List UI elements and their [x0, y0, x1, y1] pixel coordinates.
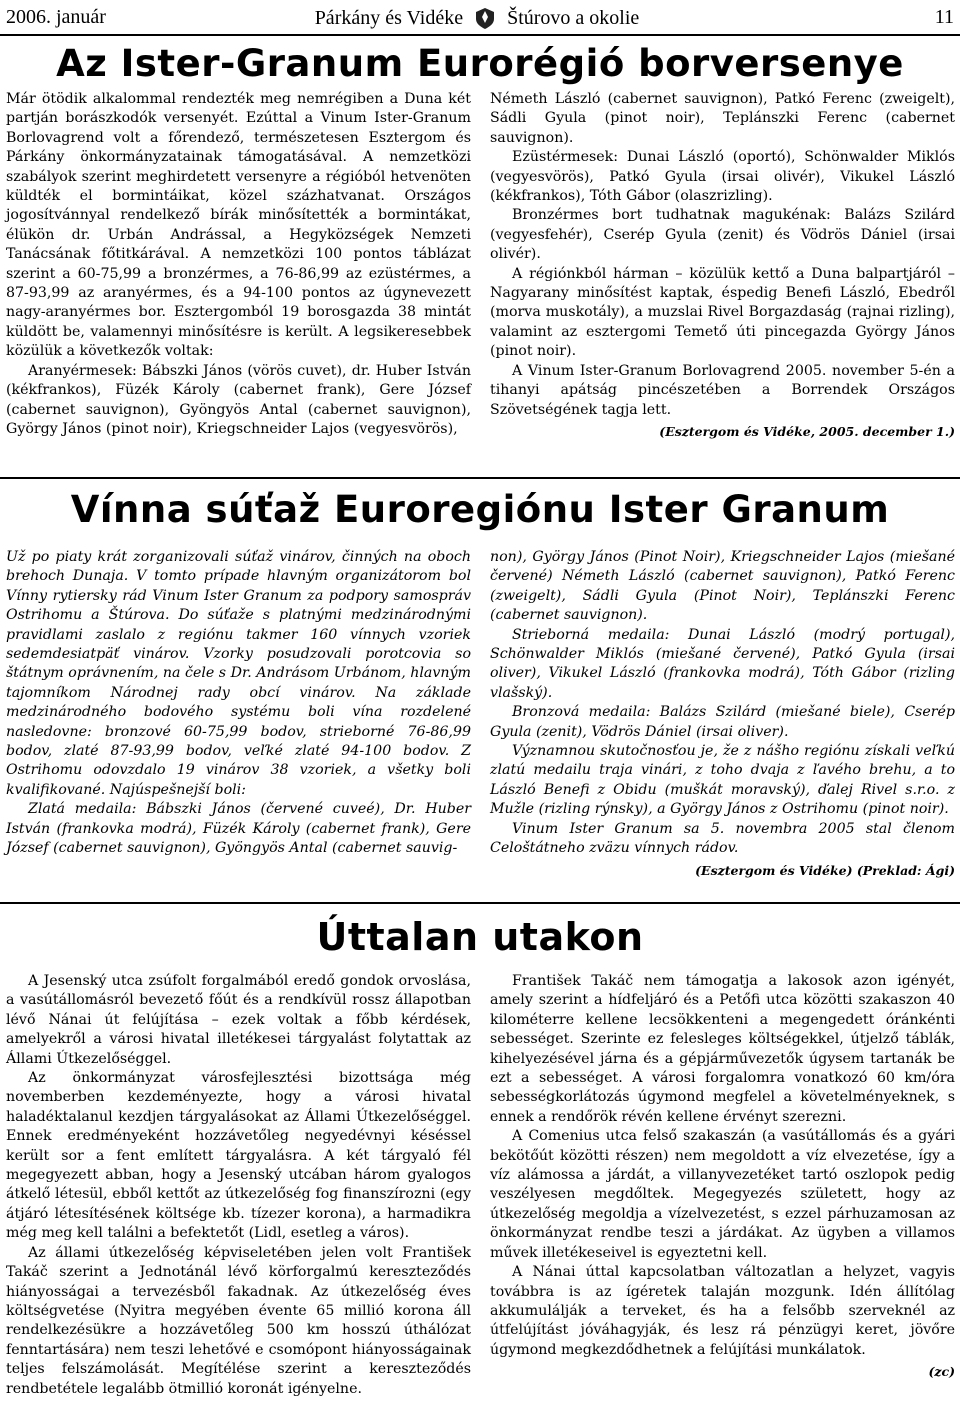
page-number: 11	[934, 6, 954, 28]
article-source: (Esztergom és Vidéke, 2005. december 1.)	[659, 423, 955, 439]
coat-of-arms-icon	[472, 6, 498, 30]
paragraph: Aranyérmesek: Bábszki János (vörös cuvet), dr. Huber István (kékfrankos), Füzék Károly (cabernet frank), Gere József (cabernet sauvignon), Gyöngyös Antal (cabernet sauvignon), György János (pinot noir), Kriegschneider Lajos (vegyesvörös),	[6, 362, 471, 437]
article2-left-column	[6, 548, 471, 859]
paragraph: A Nánai úttal kapcsolatban változatlan a helyzet, vagyis továbbra is az ígéretek talaján mozgunk. Idén állítólag akkumulálják a terveket, és ha a felsőbb szerveknél az útfelújítást jóváhagyják, és lesz rá pénzügyi keret, jövőre úgymond megkezdődhetnek a felújítási munkálatok.	[490, 1264, 955, 1358]
paragraph: A Jesenský utca zsúfolt forgalmából eredő gondok orvoslása, a vasútállomásról bevezető főút és a rendkívül rossz állapotban lévő Nánai út felújítása – ezek voltak a főbb kérdések, amelyekről a városi hivatal illetékesei tárgyalást folytattak az Állami Útkezelőséggel.	[6, 973, 471, 1067]
paragraph: Strieborná medaila: Dunai László (modrý portugal), Schönwalder Miklós (miešané červené), Patkó Gyula (irsai oliver), Vikukel László (frankovka modrá), Tóth Gábor (rizling vlašský).	[490, 626, 955, 701]
paper-name-hu: Párkány és Vidéke	[314, 7, 464, 29]
article-title-hu-wine: Az Ister-Granum Eurorégió borversenye	[56, 42, 904, 85]
article-title-sk-wine: Vínna súťaž Euroregiónu Ister Granum	[70, 488, 890, 531]
article2-right-column	[490, 548, 955, 880]
paragraph: non), György János (Pinot Noir), Kriegschneider Lajos (miešané červené) Németh László (cabernet sauvignon), Patkó Ferenc (zweigelt), Sádli Gyula (Pinot Noir), Teplánszki Ferenc (cabernet sauvignon).	[490, 549, 955, 624]
section-divider	[0, 477, 960, 479]
paragraph: Az állami útkezelőség képviseletében jelen volt František Takáč szerint a Jednotánál lévő körforgalmú kereszteződés hiányosságai a tervezésből fakadnak. Az útkezelőség éves költségvetése (Nyitra megyében évente 65 millió korona áll rendelkezésükre a hozzávetőleg 500 km hosszú úthálózat fenntartására) nem teszi lehetővé e csomópont hiányosságainak teljes felszámolását. Megítélése szerint a kereszteződés rendbetétele legalább ötmillió koronát igényelne.	[6, 1244, 471, 1397]
paragraph: Már ötödik alkalommal rendezték meg nemrégiben a Duna két partján borászkodók versenyét. Ezúttal a Vinum Ister-Granum Borlovagrend volt a főrendező, természetesen Esztergom és Párkány önkormányzatainak támogatásával. A nemzetközi szabályok szerint meghirdetett versenyre a régióból hetvenöten küldték el bormintáikat, közel százhatvanat. Országos jogosítvánnyal rendelkező bírák minősítették a bormintákat, élükön dr. Urbán Andrással, a Hegyközségek Nemzeti Tanácsának főtitkárával. A nemzetközi 100 pontos táblázat szerint a 60-75,99 a bronzérmes, a 76-86,99 az ezüstérmes, a 87-93,99 az aranyérmes, és a 94-100 pontos az úgynevezett nagy-aranyérmes bor. Esztergomból 19 borosgazda 38 mintát küldött be, valamennyi minősítésre is került. A legsikeresebbek közülük a következők voltak:	[6, 91, 471, 360]
paragraph: František Takáč nem támogatja a lakosok azon igényét, amely szerint a hídfeljáró és a Petőfi utca közötti szakaszon 40 kilométerre kellene lecsökkenteni a megengedett óránkénti sebességet. Szerinte ez felesleges költségekkel, útjelző táblák, kihelyezésével járna és a gépjárművezetők úgysem tartanák be ezt a sebességet. A városi forgalomra vonatkozó 60 km/óra sebességkorlátozás úgymond megfelel a követelményeknek, s ennek a rendőrök révén kellene érvényt szerezni.	[490, 973, 955, 1125]
article-title-roads: Úttalan utakon	[316, 915, 644, 959]
masthead	[297, 6, 657, 30]
article1-left-column	[6, 90, 471, 439]
paragraph: A Comenius utca felső szakaszán (a vasútállomás és a gyári bekötőút közötti részen) nem megoldott a víz elvezetése, így a víz alámossa a járdát, a villanyvezetéket tartó oszlopok pedig veszélyesen megdőltek. Megegyezés született, hogy az útkezelőség megoldja a vízelvezetést, s ezzel párhuzamosan az önkormányzat rendbe teszi a járdákat. Az ügyben a villamos művek illetékeseivel is egyeztetni kell.	[490, 1128, 955, 1261]
paragraph: Németh László (cabernet sauvignon), Patkó Ferenc (zweigelt), Sádli Gyula (pinot noir), Teplánszki Ferenc (cabernet sauvignon).	[490, 91, 955, 146]
paragraph: A Vinum Ister-Granum Borlovagrend 2005. november 5-én a tihanyi apátság pincészetében a Borrendek Országos Szövetségének tagja lett.	[490, 362, 955, 418]
paragraph: Ezüstérmesek: Dunai László (oportó), Schönwalder Miklós (vegyesvörös), Patkó Gyula (irsai olivér), Vikukel László (kékfrankos), Tóth Gábor (olaszrizling).	[490, 149, 955, 205]
article-source: (zc)	[928, 1364, 955, 1380]
article3-left-column	[6, 972, 471, 1399]
paragraph: Významnou skutočnosťou je, že z nášho regiónu získali veľkú zlatú medailu traja vinári, z toho dvaja z ľavého brehu, a to László Benefi z Obidu (muškát moravský), ďalej Rivel s.r.o. z Mužle (rizling rýnsky), a György János z Ostrihomu (pinot noir).	[490, 743, 955, 818]
paragraph: Az önkormányzat városfejlesztési bizottsága még novemberben kezdeményezte, hogy a városi hivatal haladéktalanul kezdjen tárgyalásokat az Állami Útkezelőséggel. Ennek eredményeként hozzávetőleg negyedévnyi késéssel került sor a fent említett tárgyalásra. A két tárgyaló fél megegyezett abban, hogy a Jesenský utcában három gyalogos átkelő létesül, ebből kettőt az útkezelőség fog finanszírozni (egy átjáró létesítésének költsége kb. tízezer korona), a harmadikra még meg kell találni a befektetőt (Lidl, esetleg a város).	[6, 1070, 471, 1242]
article3-right-column	[490, 972, 955, 1382]
paragraph: A régiónkból hárman – közülük kettő a Duna balpartjáról – Nagyarany minősítést kaptak, éspedig Benefi László, Ebedről (morva muskotály), a muzslai Rivel Borgazdaság (rajnai rizling), valamint az esztergomi Temető úti pincegazda György János (pinot noir).	[490, 265, 955, 360]
paragraph: Bronzová medaila: Balázs Szilárd (miešané biele), Cserép Gyula (zenit), Vödrös Dániel (irsai oliver).	[490, 704, 955, 740]
page-header	[0, 0, 960, 36]
issue-date: 2006. január	[6, 6, 106, 28]
paragraph: Už po piaty krát zorganizovali súťaž vinárov, činných na oboch brehoch Dunaja. V tomto prípade hlavným organizátorom bol Vínny rytiersky rád Vinum Ister Granum za podpory samospráv Ostrihomu a Štúrova. Do súťaže s platnými medzinárodnými pravidlami zaslalo z regiónu takmer 160 vínnych vzoriek sedemdesiatpäť vinárov. Vzorky posudzovali porotcovia so štátnym oprávnením, na čele s Dr. Andrásom Urbánom, hlavným tajomníkom Národnej rady obcí vinárov. Na základe medzinárodného bodového systému boli vína rozdelené nasledovne: bronzové 60-75,99 bodov, strieborné 76-86,99 bodov, zlaté 87-93,99 bodov, veľké zlaté 94-100 bodov. Z Ostrihomu odovzdalo 19 vinárov 38 vzoriek, a všetky boli kvalifikované. Najúspešnejší boli:	[6, 549, 471, 798]
article-source: (Esztergom és Vidéke) (Preklad: Ági)	[695, 862, 955, 878]
paragraph: Zlatá medaila: Bábszki János (červené cuveé), Dr. Huber István (frankovka modrá), Füzék Károly (cabernet frank), Gere József (cabernet sauvignon), Gyöngyös Antal (cabernet sauvig-	[6, 801, 471, 857]
paragraph: Bronzérmes bort tudhatnak magukénak: Balázs Szilárd (vegyesfehér), Cserép Gyula (zenit) és Vödrös Dániel (irsai olivér).	[490, 207, 955, 263]
section-divider	[0, 902, 960, 904]
article1-right-column	[490, 90, 955, 441]
paper-name-sk: Štúrovo a okolie	[507, 7, 640, 29]
paragraph: Vinum Ister Granum sa 5. novembra 2005 stal členom Celoštátneho zväzu vínnych rádov.	[490, 820, 955, 857]
